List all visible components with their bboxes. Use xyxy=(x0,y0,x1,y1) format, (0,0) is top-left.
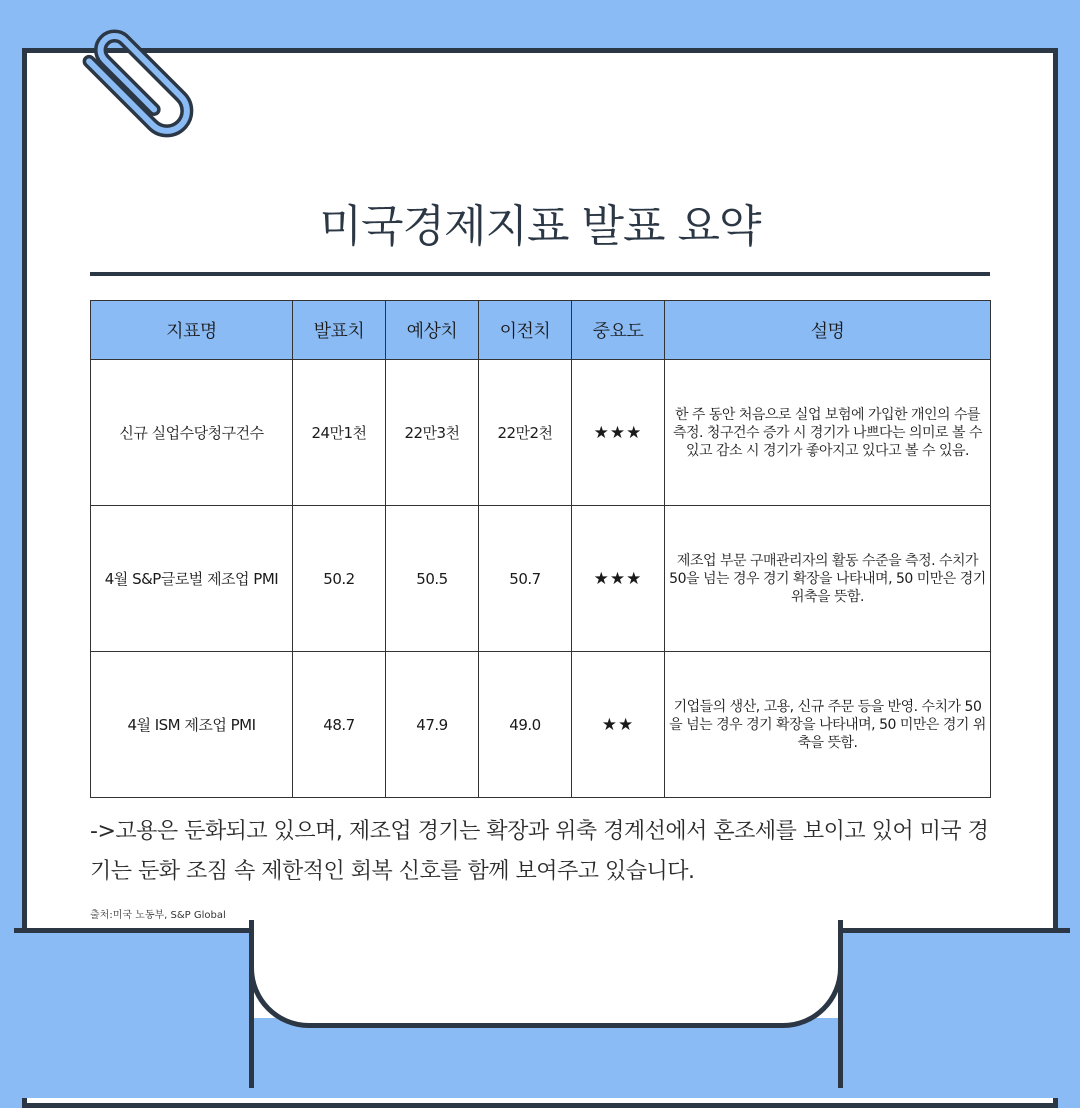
forecast-value: 50.5 xyxy=(386,506,479,652)
header-actual: 발표치 xyxy=(293,301,386,360)
source-caption: 출처:미국 노동부, S&P Global xyxy=(90,910,226,921)
indicator-name: 신규 실업수당청구건수 xyxy=(91,360,293,506)
importance-stars: ★★★ xyxy=(572,506,665,652)
actual-value: 24만1천 xyxy=(293,360,386,506)
table-row xyxy=(91,506,991,652)
title-divider xyxy=(90,272,990,276)
bottom-panel-left xyxy=(14,928,254,1088)
indicator-description: 기업들의 생산, 고용, 신규 주문 등을 반영. 수치가 50을 넘는 경우 경기 확장을 나타내며, 50 미만은 경기 위축을 뜻함. xyxy=(665,652,991,798)
table-row xyxy=(91,652,991,798)
indicator-name: 4월 ISM 제조업 PMI xyxy=(91,652,293,798)
indicator-table xyxy=(90,300,991,798)
table-row xyxy=(91,360,991,506)
actual-value: 48.7 xyxy=(293,652,386,798)
bottom-notch xyxy=(249,920,843,1028)
importance-stars: ★★★ xyxy=(572,360,665,506)
previous-value: 49.0 xyxy=(479,652,572,798)
summary-text: ->고용은 둔화되고 있으며, 제조업 경기는 확장과 위축 경계선에서 혼조세를 보이고 있어 미국 경기는 둔화 조짐 속 제한적인 회복 신호를 함께 보여주고 있습니다. xyxy=(90,819,989,884)
importance-stars: ★★ xyxy=(572,652,665,798)
header-description: 설명 xyxy=(665,301,991,360)
header-indicator: 지표명 xyxy=(91,301,293,360)
page-title: 미국경제지표 발표 요약 xyxy=(319,201,761,252)
header-previous: 이전치 xyxy=(479,301,572,360)
actual-value: 50.2 xyxy=(293,506,386,652)
previous-value: 22만2천 xyxy=(479,360,572,506)
bottom-panel-right xyxy=(838,928,1070,1088)
indicator-description: 제조업 부문 구매관리자의 활동 수준을 측정. 수치가 50을 넘는 경우 경기 확장을 나타내며, 50 미만은 경기 위축을 뜻함. xyxy=(665,506,991,652)
paperclip-icon xyxy=(68,12,213,157)
forecast-value: 22만3천 xyxy=(386,360,479,506)
table-header-row xyxy=(91,301,991,360)
indicator-name: 4월 S&P글로벌 제조업 PMI xyxy=(91,506,293,652)
header-forecast: 예상치 xyxy=(386,301,479,360)
forecast-value: 47.9 xyxy=(386,652,479,798)
previous-value: 50.7 xyxy=(479,506,572,652)
indicator-description: 한 주 동안 처음으로 실업 보험에 가입한 개인의 수를 측정. 청구건수 증가 시 경기가 나쁘다는 의미로 볼 수 있고 감소 시 경기가 좋아지고 있다고 볼 수 있음. xyxy=(665,360,991,506)
header-importance: 중요도 xyxy=(572,301,665,360)
